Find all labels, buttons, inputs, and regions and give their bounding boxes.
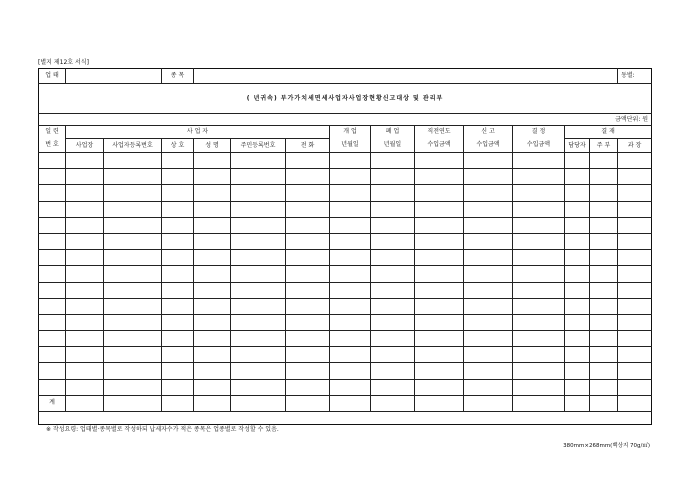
- table-cell[interactable]: [194, 347, 231, 363]
- table-cell[interactable]: [464, 282, 513, 298]
- table-cell[interactable]: [162, 363, 194, 379]
- table-cell[interactable]: [66, 169, 104, 185]
- table-cell[interactable]: [565, 331, 590, 347]
- table-cell[interactable]: [618, 153, 652, 169]
- table-cell[interactable]: [590, 266, 618, 282]
- table-cell[interactable]: [104, 347, 162, 363]
- open-date-header-top: 개 업: [330, 126, 371, 139]
- decided-revenue-header-top: 결 정: [513, 126, 565, 139]
- table-cell[interactable]: [231, 169, 286, 185]
- table-cell[interactable]: [618, 347, 652, 363]
- table-row: [39, 347, 652, 363]
- table-cell[interactable]: [194, 379, 231, 395]
- item-label: 종 목: [162, 69, 194, 84]
- table-cell[interactable]: [194, 298, 231, 314]
- table-row: [39, 298, 652, 314]
- total-cell[interactable]: [565, 395, 590, 411]
- table-cell[interactable]: [330, 250, 371, 266]
- table-cell[interactable]: [565, 217, 590, 233]
- table-cell[interactable]: [194, 233, 231, 249]
- table-cell[interactable]: [66, 379, 104, 395]
- reported-revenue-header-bottom: 수입금액: [464, 139, 513, 153]
- table-cell[interactable]: [162, 217, 194, 233]
- table-cell[interactable]: [590, 298, 618, 314]
- table-row: [39, 379, 652, 395]
- table-cell[interactable]: [162, 233, 194, 249]
- table-cell[interactable]: [371, 185, 415, 201]
- table-cell[interactable]: [330, 314, 371, 330]
- note-cell: [39, 411, 652, 424]
- table-cell[interactable]: [286, 217, 330, 233]
- table-cell[interactable]: [371, 153, 415, 169]
- table-cell[interactable]: [565, 363, 590, 379]
- col-registration-number: 사업자등록번호: [104, 139, 162, 153]
- neighborhood-label: 동별:: [618, 69, 652, 84]
- col-section-head: 과 장: [618, 139, 652, 153]
- table-cell[interactable]: [513, 185, 565, 201]
- table-row: [39, 169, 652, 185]
- table-cell[interactable]: [618, 217, 652, 233]
- table-cell[interactable]: [590, 314, 618, 330]
- table-cell[interactable]: [464, 217, 513, 233]
- table-cell[interactable]: [371, 379, 415, 395]
- table-cell[interactable]: [231, 298, 286, 314]
- total-row: [39, 395, 652, 411]
- table-cell[interactable]: [39, 363, 66, 379]
- table-cell[interactable]: [162, 250, 194, 266]
- table-cell[interactable]: [104, 363, 162, 379]
- table-cell[interactable]: [39, 233, 66, 249]
- table-row: [39, 250, 652, 266]
- header-row-1: [39, 126, 652, 139]
- table-cell[interactable]: [194, 331, 231, 347]
- table-cell[interactable]: [415, 282, 464, 298]
- table-cell[interactable]: [415, 153, 464, 169]
- table-cell[interactable]: [464, 185, 513, 201]
- total-cell[interactable]: [286, 395, 330, 411]
- table-cell[interactable]: [565, 250, 590, 266]
- business-type-label: 업 태: [39, 69, 66, 84]
- table-cell[interactable]: [464, 347, 513, 363]
- table-row: [39, 363, 652, 379]
- table-cell[interactable]: [162, 347, 194, 363]
- table-cell[interactable]: [464, 379, 513, 395]
- table-cell[interactable]: [162, 298, 194, 314]
- table-cell[interactable]: [371, 363, 415, 379]
- table-cell[interactable]: [415, 314, 464, 330]
- table-cell[interactable]: [286, 379, 330, 395]
- table-cell[interactable]: [618, 298, 652, 314]
- table-cell[interactable]: [39, 331, 66, 347]
- table-cell[interactable]: [415, 266, 464, 282]
- table-cell[interactable]: [39, 298, 66, 314]
- table-cell[interactable]: [231, 201, 286, 217]
- table-cell[interactable]: [464, 233, 513, 249]
- table-cell[interactable]: [371, 298, 415, 314]
- total-cell[interactable]: [590, 395, 618, 411]
- table-cell[interactable]: [194, 266, 231, 282]
- table-cell[interactable]: [513, 347, 565, 363]
- table-cell[interactable]: [66, 153, 104, 169]
- table-cell[interactable]: [231, 185, 286, 201]
- table-cell[interactable]: [104, 233, 162, 249]
- table-cell[interactable]: [565, 298, 590, 314]
- table-cell[interactable]: [231, 347, 286, 363]
- table-cell[interactable]: [565, 282, 590, 298]
- total-cell[interactable]: [464, 395, 513, 411]
- header-row-2: [39, 139, 652, 153]
- table-cell[interactable]: [618, 282, 652, 298]
- table-cell[interactable]: [464, 250, 513, 266]
- table-cell[interactable]: [286, 282, 330, 298]
- table-cell[interactable]: [371, 250, 415, 266]
- table-cell[interactable]: [565, 169, 590, 185]
- table-cell[interactable]: [66, 201, 104, 217]
- table-cell[interactable]: [231, 233, 286, 249]
- table-row: [39, 217, 652, 233]
- close-date-header-top: 폐 업: [371, 126, 415, 139]
- table-row: [39, 331, 652, 347]
- table-cell[interactable]: [286, 331, 330, 347]
- col-chief: 주 부: [590, 139, 618, 153]
- table-cell[interactable]: [286, 250, 330, 266]
- table-cell[interactable]: [330, 282, 371, 298]
- table-cell[interactable]: [590, 201, 618, 217]
- table-cell[interactable]: [286, 169, 330, 185]
- table-cell[interactable]: [162, 314, 194, 330]
- table-cell[interactable]: [194, 282, 231, 298]
- table-cell[interactable]: [39, 169, 66, 185]
- table-cell[interactable]: [618, 201, 652, 217]
- amount-unit: 금액단위: 원: [39, 114, 652, 126]
- table-cell[interactable]: [618, 233, 652, 249]
- table-cell[interactable]: [415, 379, 464, 395]
- table-cell[interactable]: [162, 185, 194, 201]
- table-cell[interactable]: [371, 201, 415, 217]
- total-cell[interactable]: [513, 395, 565, 411]
- table-cell[interactable]: [286, 153, 330, 169]
- table-cell[interactable]: [565, 266, 590, 282]
- table-cell[interactable]: [39, 185, 66, 201]
- table-cell[interactable]: [415, 298, 464, 314]
- table-cell[interactable]: [330, 169, 371, 185]
- table-row: [39, 314, 652, 330]
- table-cell[interactable]: [464, 363, 513, 379]
- table-cell[interactable]: [162, 266, 194, 282]
- table-cell[interactable]: [39, 379, 66, 395]
- col-name: 성 명: [194, 139, 231, 153]
- table-cell[interactable]: [194, 153, 231, 169]
- table-cell[interactable]: [286, 298, 330, 314]
- table-row: [39, 266, 652, 282]
- operator-header: 사 업 자: [66, 126, 330, 139]
- unit-row: [39, 114, 652, 126]
- total-cell[interactable]: [371, 395, 415, 411]
- table-cell[interactable]: [513, 379, 565, 395]
- table-cell[interactable]: [618, 363, 652, 379]
- table-cell[interactable]: [415, 250, 464, 266]
- table-cell[interactable]: [513, 153, 565, 169]
- table-cell[interactable]: [513, 314, 565, 330]
- table-cell[interactable]: [415, 185, 464, 201]
- paper-spec: 380mm×268mm(백상지 70g/㎡): [563, 443, 650, 449]
- table-cell[interactable]: [286, 266, 330, 282]
- table-cell[interactable]: [330, 347, 371, 363]
- table-cell[interactable]: [415, 169, 464, 185]
- table-cell[interactable]: [415, 331, 464, 347]
- table-cell[interactable]: [66, 282, 104, 298]
- table-cell[interactable]: [590, 169, 618, 185]
- table-cell[interactable]: [565, 379, 590, 395]
- table-cell[interactable]: [330, 233, 371, 249]
- table-cell[interactable]: [618, 185, 652, 201]
- table-cell[interactable]: [162, 169, 194, 185]
- table-cell[interactable]: [330, 363, 371, 379]
- table-row: [39, 185, 652, 201]
- table-cell[interactable]: [194, 250, 231, 266]
- table-row: [39, 233, 652, 249]
- total-cell[interactable]: [162, 395, 194, 411]
- table-cell[interactable]: [231, 379, 286, 395]
- table-cell[interactable]: [464, 331, 513, 347]
- table-cell[interactable]: [415, 233, 464, 249]
- table-cell[interactable]: [371, 314, 415, 330]
- table-cell[interactable]: [286, 314, 330, 330]
- table-cell[interactable]: [513, 169, 565, 185]
- table-cell[interactable]: [590, 282, 618, 298]
- table-cell[interactable]: [194, 363, 231, 379]
- table-cell[interactable]: [104, 282, 162, 298]
- table-cell[interactable]: [194, 169, 231, 185]
- table-cell[interactable]: [231, 266, 286, 282]
- table-cell[interactable]: [231, 363, 286, 379]
- table-cell[interactable]: [104, 266, 162, 282]
- table-cell[interactable]: [66, 217, 104, 233]
- table-cell[interactable]: [464, 201, 513, 217]
- table-cell[interactable]: [371, 282, 415, 298]
- table-cell[interactable]: [39, 266, 66, 282]
- total-cell[interactable]: [194, 395, 231, 411]
- table-cell[interactable]: [66, 250, 104, 266]
- col-resident-number: 주민등록번호: [231, 139, 286, 153]
- table-cell[interactable]: [371, 347, 415, 363]
- table-cell[interactable]: [464, 169, 513, 185]
- table-cell[interactable]: [513, 217, 565, 233]
- table-cell[interactable]: [39, 250, 66, 266]
- ledger-table: [38, 68, 652, 425]
- serial-header-top: 일 련: [39, 126, 66, 139]
- total-cell[interactable]: [66, 395, 104, 411]
- table-cell[interactable]: [590, 233, 618, 249]
- table-cell[interactable]: [590, 185, 618, 201]
- table-cell[interactable]: [590, 250, 618, 266]
- reported-revenue-header-top: 신 고: [464, 126, 513, 139]
- total-cell[interactable]: [231, 395, 286, 411]
- table-cell[interactable]: [39, 201, 66, 217]
- table-cell[interactable]: [371, 217, 415, 233]
- table-cell[interactable]: [618, 250, 652, 266]
- table-cell[interactable]: [513, 201, 565, 217]
- table-cell[interactable]: [162, 153, 194, 169]
- table-cell[interactable]: [330, 298, 371, 314]
- table-cell[interactable]: [513, 298, 565, 314]
- table-cell[interactable]: [590, 363, 618, 379]
- table-row: [39, 282, 652, 298]
- table-cell[interactable]: [464, 314, 513, 330]
- note-row: [39, 411, 652, 424]
- table-cell[interactable]: [66, 331, 104, 347]
- table-cell[interactable]: [104, 201, 162, 217]
- table-cell[interactable]: [66, 298, 104, 314]
- table-cell[interactable]: [464, 298, 513, 314]
- table-cell[interactable]: [330, 379, 371, 395]
- decided-revenue-header-bottom: 수입금액: [513, 139, 565, 153]
- table-row: [39, 153, 652, 169]
- table-cell[interactable]: [618, 331, 652, 347]
- table-cell[interactable]: [194, 217, 231, 233]
- table-cell[interactable]: [565, 153, 590, 169]
- table-cell[interactable]: [231, 331, 286, 347]
- table-cell[interactable]: [371, 169, 415, 185]
- total-cell[interactable]: [330, 395, 371, 411]
- table-cell[interactable]: [415, 201, 464, 217]
- title-row: [39, 84, 652, 114]
- table-cell[interactable]: [66, 347, 104, 363]
- table-cell[interactable]: [66, 363, 104, 379]
- table-cell[interactable]: [513, 282, 565, 298]
- table-cell[interactable]: [286, 347, 330, 363]
- table-cell[interactable]: [330, 217, 371, 233]
- page-title: ( 년귀속) 부가가치세면세사업자사업장현황신고대상 및 관리부: [39, 84, 652, 114]
- top-row: [39, 69, 652, 84]
- table-cell[interactable]: [415, 347, 464, 363]
- business-type-value: [66, 69, 162, 84]
- table-cell[interactable]: [104, 250, 162, 266]
- table-cell[interactable]: [371, 266, 415, 282]
- table-cell[interactable]: [286, 185, 330, 201]
- col-phone: 전 화: [286, 139, 330, 153]
- table-cell[interactable]: [66, 233, 104, 249]
- open-date-header-bottom: 년월일: [330, 139, 371, 153]
- table-cell[interactable]: [590, 379, 618, 395]
- table-cell[interactable]: [618, 379, 652, 395]
- table-cell[interactable]: [194, 314, 231, 330]
- table-cell[interactable]: [104, 169, 162, 185]
- table-cell[interactable]: [231, 282, 286, 298]
- writing-instructions: ※ 작성요령: 업태별·종목별로 작성하되 납세자수가 적은 종목은 업종별로 작성할 수 있음.: [46, 426, 279, 433]
- table-cell[interactable]: [194, 201, 231, 217]
- table-cell[interactable]: [330, 185, 371, 201]
- table-cell[interactable]: [330, 266, 371, 282]
- table-cell[interactable]: [590, 153, 618, 169]
- table-cell[interactable]: [565, 201, 590, 217]
- table-cell[interactable]: [590, 217, 618, 233]
- table-cell[interactable]: [513, 250, 565, 266]
- form-number: [별지 제12호 서식]: [38, 59, 89, 66]
- table-cell[interactable]: [513, 233, 565, 249]
- ledger-form: [38, 68, 651, 425]
- table-cell[interactable]: [66, 266, 104, 282]
- table-cell[interactable]: [162, 331, 194, 347]
- table-cell[interactable]: [330, 153, 371, 169]
- table-cell[interactable]: [104, 298, 162, 314]
- table-cell[interactable]: [104, 314, 162, 330]
- table-cell[interactable]: [330, 201, 371, 217]
- table-cell[interactable]: [39, 282, 66, 298]
- table-cell[interactable]: [286, 363, 330, 379]
- table-cell[interactable]: [231, 250, 286, 266]
- col-trade-name: 상 호: [162, 139, 194, 153]
- table-cell[interactable]: [104, 217, 162, 233]
- serial-header-bottom: 번 호: [39, 139, 66, 153]
- table-cell[interactable]: [513, 331, 565, 347]
- table-cell[interactable]: [371, 233, 415, 249]
- table-cell[interactable]: [565, 314, 590, 330]
- table-cell[interactable]: [618, 314, 652, 330]
- approval-header: 결 재: [565, 126, 652, 139]
- table-cell[interactable]: [371, 331, 415, 347]
- table-cell[interactable]: [39, 347, 66, 363]
- table-cell[interactable]: [590, 331, 618, 347]
- table-cell[interactable]: [415, 217, 464, 233]
- table-cell[interactable]: [104, 331, 162, 347]
- total-label: 계: [39, 395, 66, 411]
- table-cell[interactable]: [565, 233, 590, 249]
- table-cell[interactable]: [513, 266, 565, 282]
- table-cell[interactable]: [231, 217, 286, 233]
- table-cell[interactable]: [464, 153, 513, 169]
- prev-revenue-header-bottom: 수입금액: [415, 139, 464, 153]
- table-cell[interactable]: [231, 314, 286, 330]
- table-cell[interactable]: [565, 347, 590, 363]
- table-cell[interactable]: [590, 347, 618, 363]
- table-cell[interactable]: [104, 185, 162, 201]
- item-value: [194, 69, 618, 84]
- table-row: [39, 201, 652, 217]
- table-cell[interactable]: [231, 153, 286, 169]
- table-cell[interactable]: [618, 169, 652, 185]
- total-cell[interactable]: [104, 395, 162, 411]
- total-cell[interactable]: [415, 395, 464, 411]
- table-cell[interactable]: [330, 331, 371, 347]
- table-cell[interactable]: [66, 185, 104, 201]
- table-cell[interactable]: [286, 233, 330, 249]
- table-cell[interactable]: [104, 379, 162, 395]
- table-cell[interactable]: [618, 266, 652, 282]
- col-workplace: 사업장: [66, 139, 104, 153]
- table-cell[interactable]: [162, 379, 194, 395]
- table-cell[interactable]: [565, 185, 590, 201]
- table-cell[interactable]: [104, 153, 162, 169]
- table-cell[interactable]: [464, 266, 513, 282]
- table-cell[interactable]: [39, 314, 66, 330]
- table-cell[interactable]: [162, 282, 194, 298]
- table-cell[interactable]: [286, 201, 330, 217]
- table-cell[interactable]: [39, 217, 66, 233]
- total-cell[interactable]: [618, 395, 652, 411]
- table-cell[interactable]: [194, 185, 231, 201]
- table-cell[interactable]: [39, 153, 66, 169]
- col-officer: 담당자: [565, 139, 590, 153]
- table-cell[interactable]: [66, 314, 104, 330]
- prev-revenue-header-top: 직전연도: [415, 126, 464, 139]
- table-cell[interactable]: [162, 201, 194, 217]
- table-cell[interactable]: [415, 363, 464, 379]
- close-date-header-bottom: 년월일: [371, 139, 415, 153]
- table-cell[interactable]: [513, 363, 565, 379]
